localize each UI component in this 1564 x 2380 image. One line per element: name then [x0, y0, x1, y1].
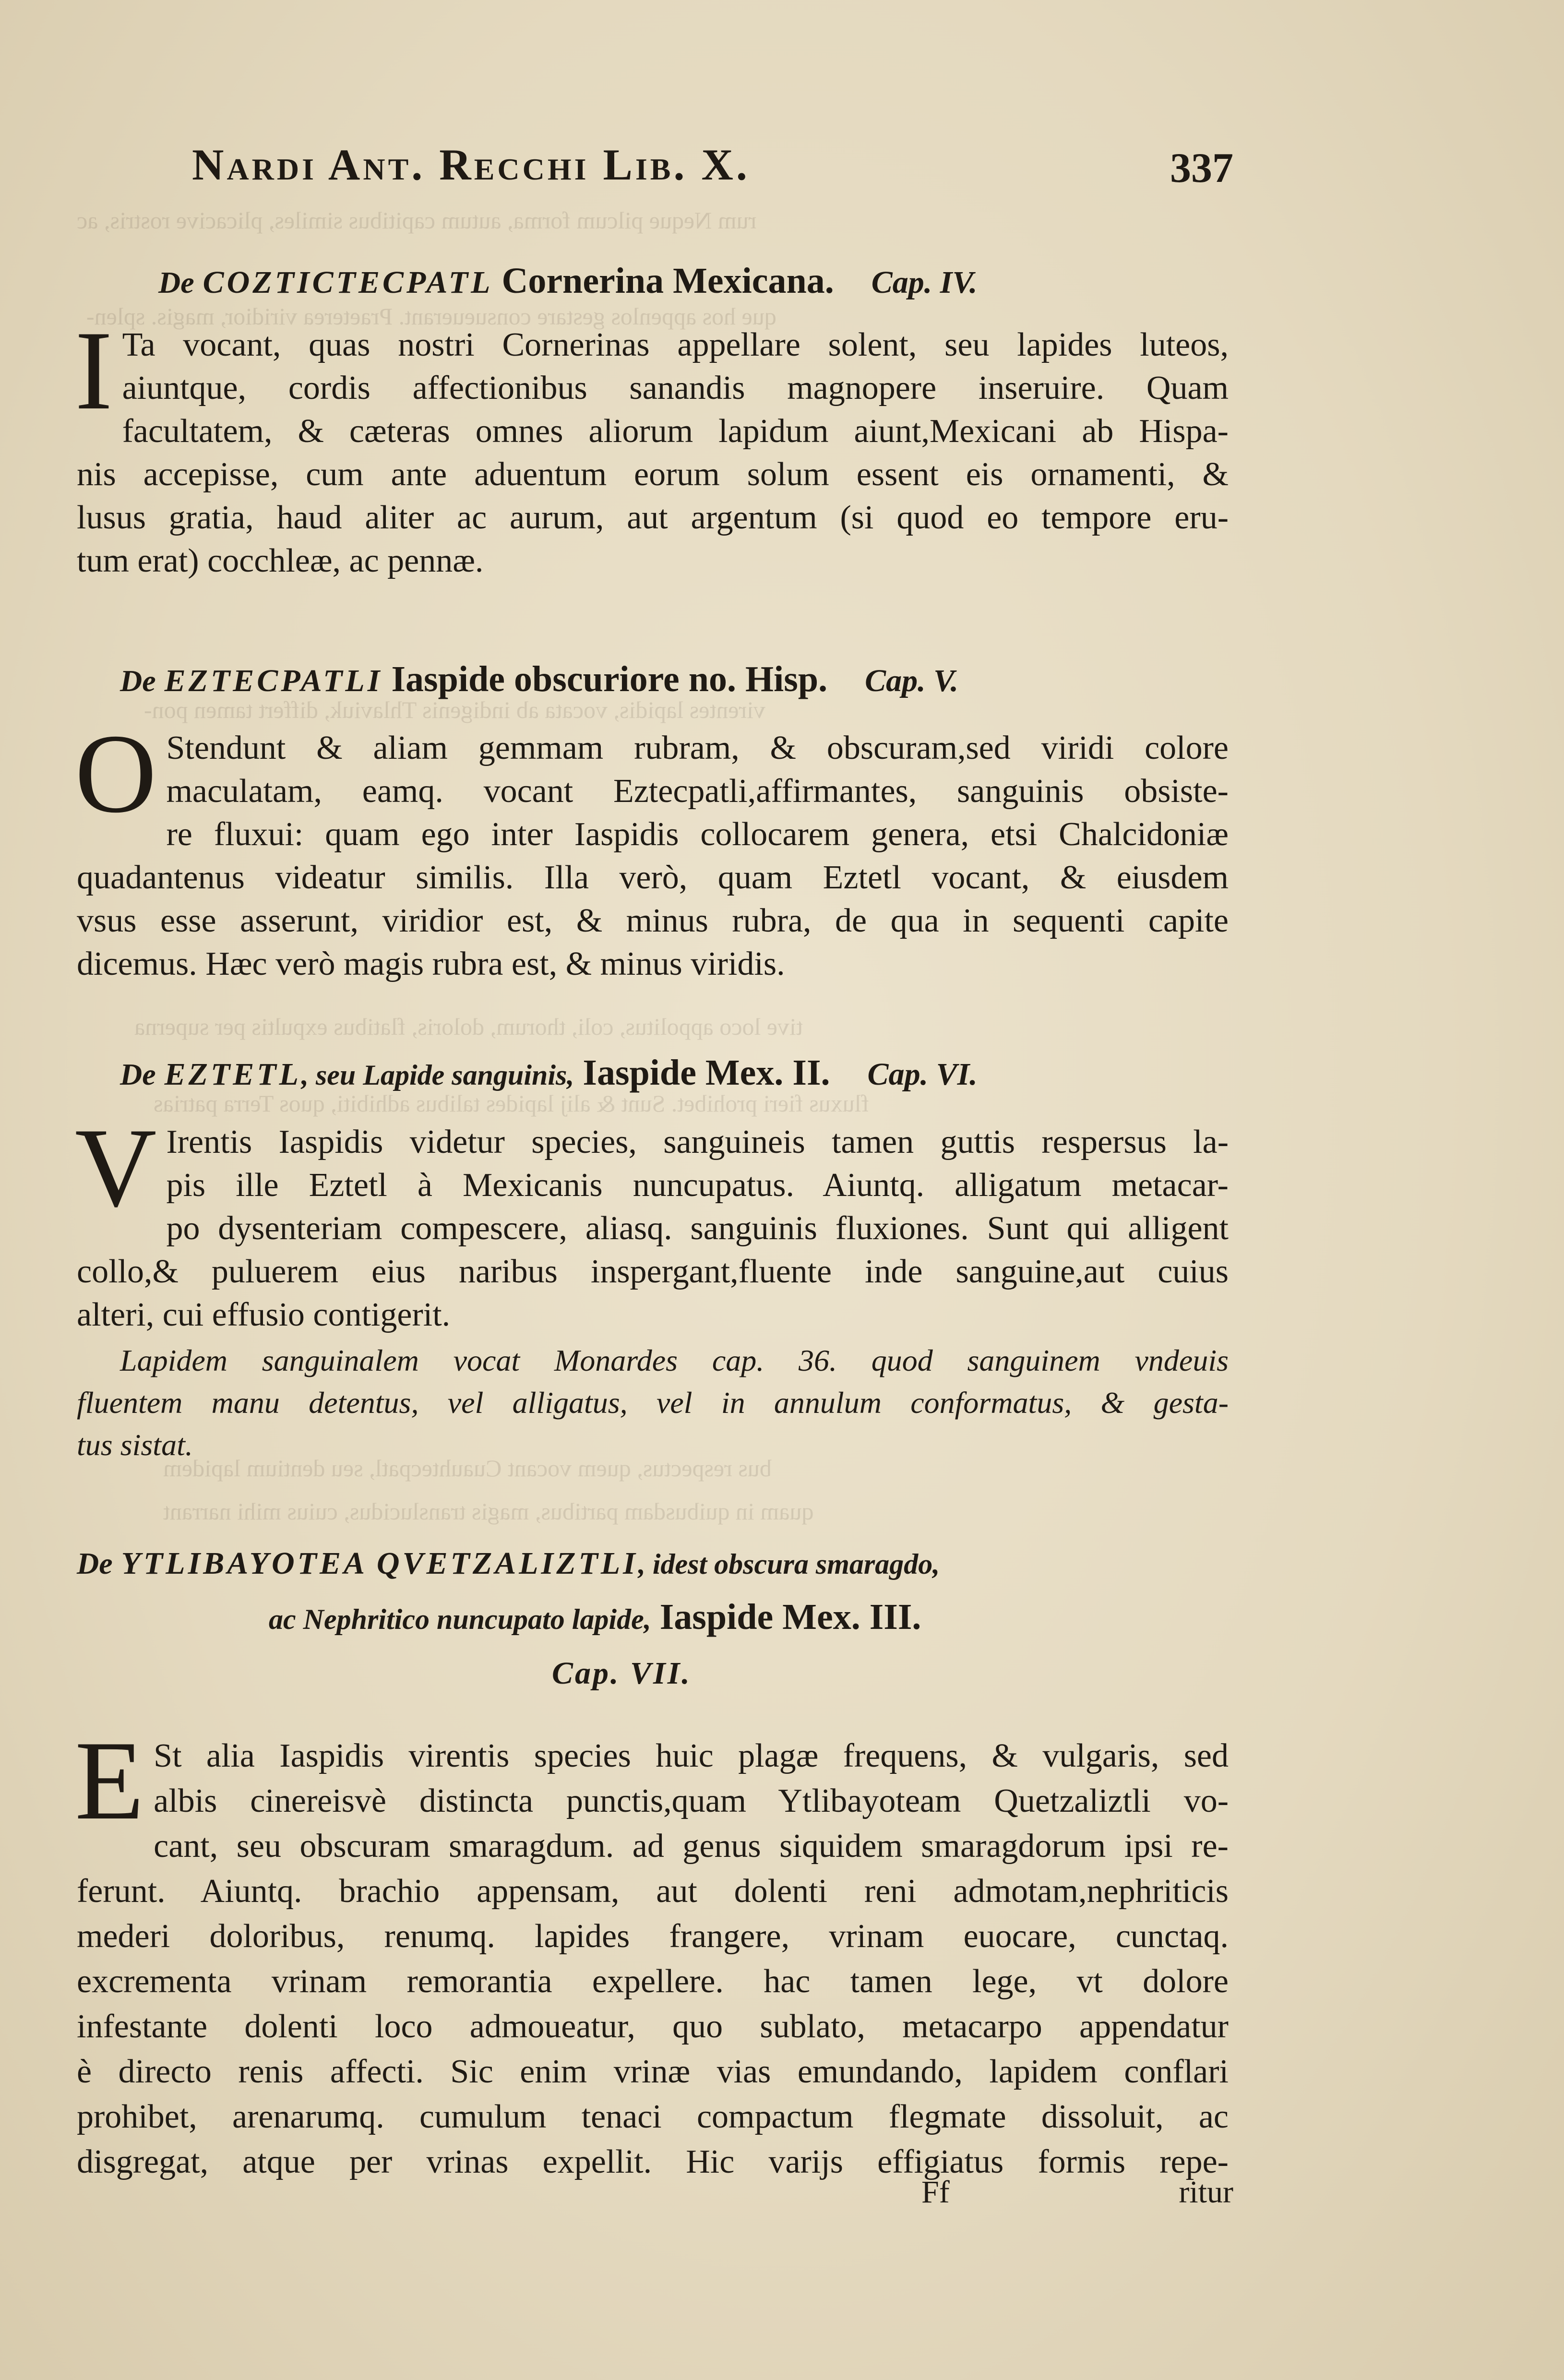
- text-line: vsus esse asserunt, viridior est, & minus rubra, de qua in sequenti capite: [77, 902, 1229, 939]
- bleed-through-text: quam in quibusdam partibus, magis translucidus, cuius mihi narrant: [163, 1498, 814, 1525]
- text-line: dicemus. Hæc verò magis rubra est, & minus viridis.: [77, 945, 785, 982]
- text-line: ferunt. Aiuntq. brachio appensam, aut dolenti reni admotam,nephriticis: [77, 1873, 1229, 1910]
- heading-latin-name: Iaspide obscuriore no. Hisp.: [391, 659, 828, 699]
- text-line: collo,& puluerem eius naribus inspergant,fluente inde sanguine,aut cuius: [77, 1253, 1229, 1290]
- text-line: tum erat) cocchleæ, ac pennæ.: [77, 542, 484, 579]
- chapter-heading-line-2: [77, 1591, 1229, 1646]
- text-line: è directo renis affecti. Sic enim vrinæ vias emundando, lapidem conflari: [77, 2053, 1229, 2090]
- heading-native-name: COZTICTECPATL: [203, 265, 493, 300]
- text-line: pis ille Eztetl à Mexicanis nuncupatus. Aiuntq. alligatum metacar-: [166, 1167, 1229, 1204]
- chapter-7: [77, 1536, 1229, 2185]
- drop-cap: E: [75, 1718, 144, 1843]
- text-line: prohibet, arenarumq. cumulum tenaci compactum flegmate dissoluit, ac: [77, 2098, 1229, 2135]
- bleed-through-text: que hos appenlos gestare consueuerant. Praeterea viridior, magis. splen-: [86, 303, 776, 330]
- text-line: excrementa vrinam remorantia expellere. hac tamen lege, vt dolore: [77, 1963, 1229, 2000]
- chapter-heading-line-3: [77, 1646, 1229, 1700]
- text-line: albis cinereisvè distincta punctis,quam Ytlibayoteam Quetzaliztli vo-: [154, 1782, 1229, 1819]
- text-line: alteri, cui effusio contigerit.: [77, 1296, 451, 1333]
- note-line: Lapidem sanguinalem vocat Monardes cap. 36. quod sanguinem vndeuis: [120, 1343, 1229, 1377]
- signature-mark: Ff: [921, 2175, 950, 2210]
- note-line: fluentem manu detentus, vel alligatus, vel in annulum conformatus, & gesta-: [77, 1386, 1229, 1420]
- heading-chapter-number: Cap. V.: [865, 663, 959, 698]
- annotation-note: [77, 1339, 1229, 1466]
- heading-chapter-number: Cap. IV.: [871, 265, 978, 300]
- drop-cap: O: [75, 711, 157, 837]
- heading-chapter-number: Cap. VI.: [867, 1057, 978, 1092]
- heading-native-name: EZTETL: [164, 1057, 301, 1092]
- text-line: aiuntque, cordis affectionibus sanandis magnopere inseruire. Quam: [122, 370, 1229, 407]
- bleed-through-text: fluxus fieri prohibet. Sunt & alij lapides talibus adhibiti, quos Terra patrias: [154, 1090, 870, 1117]
- bleed-through-text: virentes lapidis, vocata ab indigenis Thlaviuk, differt tamen pon-: [144, 696, 766, 723]
- bleed-through-text: tive loco appolitus, coli, thorum, doloris, flatibus expultis per superna: [134, 1013, 803, 1040]
- text-line: Ta vocant, quas nostri Cornerinas appellare solent, seu lapides luteos,: [122, 326, 1229, 363]
- heading-de: De: [158, 265, 194, 299]
- text-line: maculatam, eamq. vocant Eztecpatli,affirmantes, sanguinis obsiste-: [166, 773, 1229, 810]
- running-title: Nardi Ant. Recchi Lib. X.: [192, 140, 750, 189]
- text-line: disgregat, atque per vrinas expellit. Hic varijs effigiatus formis repe-: [77, 2143, 1229, 2180]
- text-line: quadantenus videatur similis. Illa verò, quam Eztetl vocant, & eiusdem: [77, 859, 1229, 896]
- heading-alt-name: , idest obscura smaragdo,: [638, 1548, 940, 1580]
- bleed-through-text: bus respectus, quem vocant Cuauhtecpatl, seu dentium lapidem: [163, 1455, 772, 1482]
- chapter-heading: [77, 1046, 1229, 1101]
- text-line: mederi doloribus, renumq. lapides frangere, vrinam euocare, cunctaq.: [77, 1918, 1229, 1955]
- text-line: Stendunt & aliam gemmam rubram, & obscuram,sed viridi colore: [166, 730, 1229, 766]
- chapter-6: [77, 1046, 1229, 1466]
- text-line: St alia Iaspidis virentis species huic plagæ frequens, & vulgaris, sed: [154, 1737, 1229, 1774]
- chapter-paragraph: [75, 1718, 1229, 2185]
- heading-native-name: EZTECPATLI: [164, 663, 383, 698]
- text-line: re fluxui: quam ego inter Iaspidis collocarem genera, etsi Chalcidoniæ: [166, 816, 1229, 853]
- chapter-heading-line-1: [77, 1536, 1229, 1591]
- chapter-paragraph: [75, 1105, 1229, 1337]
- text-line: Irentis Iaspidis videtur species, sanguineis tamen guttis respersus la-: [166, 1124, 1229, 1160]
- heading-chapter-number: Cap. VII.: [552, 1656, 692, 1691]
- heading-alt-name: ac Nephritico nuncupato lapide,: [269, 1603, 651, 1635]
- chapter-5: [77, 653, 1229, 986]
- heading-de: De: [77, 1546, 113, 1580]
- chapter-heading: [77, 653, 1229, 707]
- drop-cap: I: [75, 308, 113, 433]
- text-line: infestante dolenti loco admoueatur, quo sublato, metacarpo appendatur: [77, 2008, 1229, 2045]
- chapter-4: [77, 254, 1229, 583]
- page-footer: [158, 2174, 1233, 2217]
- catchword: ritur: [1179, 2175, 1233, 2210]
- heading-latin-name: Iaspide Mex. II.: [583, 1052, 830, 1093]
- text-line: cant, seu obscuram smaragdum. ad genus siquidem smaragdorum ipsi re-: [154, 1828, 1229, 1865]
- note-line: tus sistat.: [77, 1428, 193, 1462]
- heading-alt-name: , seu Lapide sanguinis,: [301, 1059, 574, 1091]
- heading-de: De: [120, 1057, 156, 1091]
- text-line: po dysenteriam compescere, aliasq. sanguinis fluxiones. Sunt qui alligent: [166, 1210, 1229, 1247]
- text-line: nis accepisse, cum ante aduentum eorum solum essent eis ornamenti, &: [77, 456, 1229, 493]
- text-line: facultatem, & cæteras omnes aliorum lapidum aiunt,Mexicani ab Hispa-: [122, 413, 1229, 450]
- heading-latin-name: Iaspide Mex. III.: [659, 1597, 921, 1637]
- running-header: [158, 134, 1233, 192]
- heading-de: De: [120, 664, 156, 698]
- chapter-paragraph: [75, 711, 1229, 986]
- heading-native-name: YTLIBAYOTEA QVETZALIZTLI: [121, 1546, 638, 1581]
- chapter-heading: [77, 254, 1229, 309]
- bleed-through-text: rum Neque pilcum forma, autum capitibus similes, plicacive rostris, ac: [77, 207, 757, 234]
- heading-latin-name: Cornerina Mexicana.: [501, 261, 834, 301]
- page-number: 337: [1170, 145, 1233, 191]
- text-line: lusus gratia, haud aliter ac aurum, aut argentum (si quod eo tempore eru-: [77, 499, 1229, 536]
- drop-cap: V: [75, 1105, 157, 1231]
